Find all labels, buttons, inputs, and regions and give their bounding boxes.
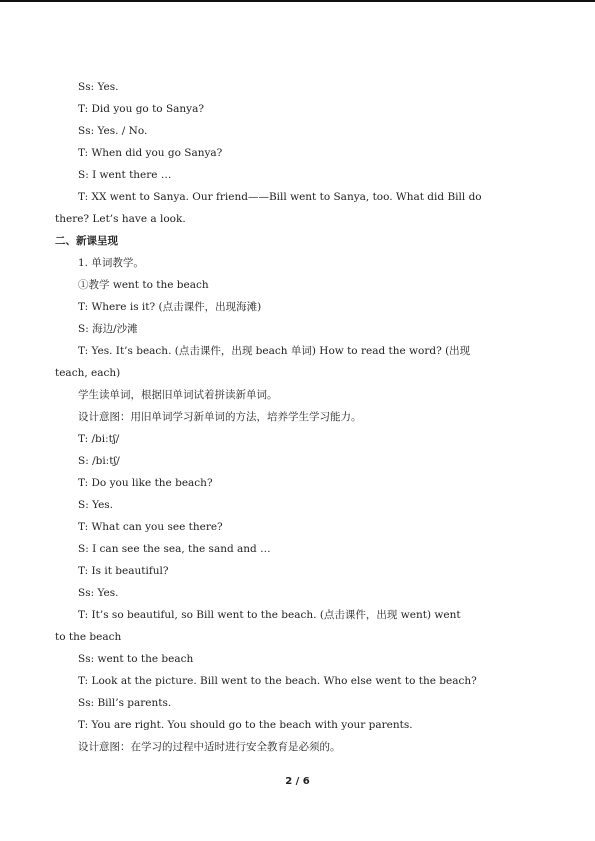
dialogue-line: T: Yes. It’s beach. (点击课件，出现 beach 单词) How to read the word? (出现: [78, 345, 471, 357]
dialogue-line: T: Is it beautiful?: [78, 565, 169, 577]
subsection-title: 1. 单词教学。: [78, 257, 144, 269]
dialogue-line: S: 海边/沙滩: [78, 323, 138, 335]
dialogue-line: S: I went there …: [78, 169, 172, 181]
dialogue-line: T: XX went to Sanya. Our friend——Bill went to Sanya, too. What did Bill do: [78, 191, 482, 203]
dialogue-line-continuation: there? Let’s have a look.: [55, 213, 186, 225]
instruction-line: 学生读单词，根据旧单词试着拼读新单词。: [78, 389, 278, 401]
dialogue-line: Ss: Yes.: [78, 587, 119, 599]
dialogue-line: T: Do you like the beach?: [78, 477, 213, 489]
design-intent-note: 设计意图：用旧单词学习新单词的方法，培养学生学习能力。: [78, 411, 362, 423]
section-heading: 二、新课呈现: [55, 235, 118, 247]
dialogue-line: S: /biːtʃ/: [78, 455, 120, 467]
page-number: 2 / 6: [285, 776, 310, 787]
document-body: [0, 76, 595, 758]
dialogue-line: S: Yes.: [78, 499, 114, 511]
page-top-border: [0, 0, 595, 2]
dialogue-line: T: Look at the picture. Bill went to the beach. Who else went to the beach?: [78, 675, 477, 687]
dialogue-line: Ss: Yes.: [78, 81, 119, 93]
dialogue-line: T: Did you go to Sanya?: [78, 103, 204, 115]
dialogue-line: T: When did you go Sanya?: [78, 147, 223, 159]
dialogue-line: Ss: went to the beach: [78, 653, 194, 665]
design-intent-note: 设计意图：在学习的过程中适时进行安全教育是必须的。: [78, 741, 341, 753]
teaching-item-title: ①教学 went to the beach: [78, 279, 209, 291]
dialogue-line: T: It’s so beautiful, so Bill went to the beach. (点击课件，出现 went) went: [78, 609, 461, 621]
dialogue-line-continuation: to the beach: [55, 631, 122, 643]
dialogue-line: S: I can see the sea, the sand and …: [78, 543, 271, 555]
dialogue-line-continuation: teach, each): [55, 367, 121, 379]
dialogue-line: Ss: Bill’s parents.: [78, 697, 172, 709]
dialogue-line: T: You are right. You should go to the beach with your parents.: [78, 719, 413, 731]
dialogue-line: T: /biːtʃ/: [78, 433, 120, 445]
dialogue-line: Ss: Yes. / No.: [78, 125, 148, 137]
dialogue-line: T: What can you see there?: [78, 521, 223, 533]
dialogue-line: T: Where is it? (点击课件，出现海滩): [78, 301, 262, 313]
